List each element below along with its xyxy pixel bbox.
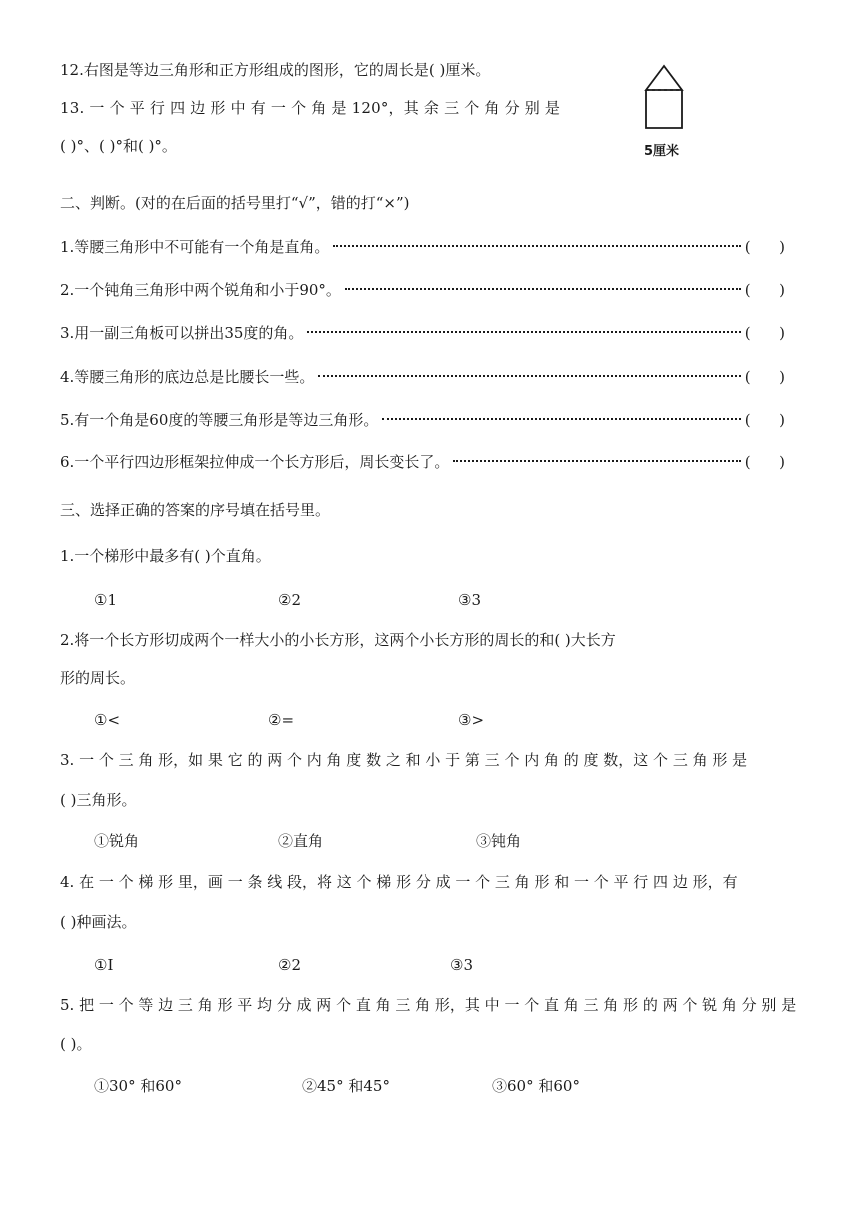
choice-q3-option-2[interactable]: ②直角 bbox=[278, 832, 324, 850]
judge-item-4 bbox=[60, 367, 785, 387]
answer-blank[interactable]: ( ) bbox=[744, 368, 785, 386]
choice-q3-stem-line1: 3. 一 个 三 角 形，如 果 它 的 两 个 内 角 度 数 之 和 小 于 第 三 个 内 角 的 度 数，这 个 三 角 形 是 bbox=[60, 751, 748, 769]
judge-item-text: 2.一个钝角三角形中两个锐角和小于90°。 bbox=[60, 281, 341, 299]
judge-item-3 bbox=[60, 323, 785, 343]
choice-q4-stem-line2: ( )种画法。 bbox=[60, 913, 137, 931]
dot-leader bbox=[453, 452, 740, 462]
judge-item-1 bbox=[60, 237, 785, 257]
choice-q2-stem-line2: 形的周长。 bbox=[60, 669, 136, 687]
answer-blank[interactable]: ( ) bbox=[744, 411, 785, 429]
house-shape-figure bbox=[640, 62, 688, 162]
choice-q2-stem-line1: 2.将一个长方形切成两个一样大小的小长方形，这两个小长方形的周长的和( )大长方 bbox=[60, 631, 616, 649]
judge-item-text: 4.等腰三角形的底边总是比腰长一些。 bbox=[60, 368, 315, 386]
answer-blank[interactable]: ( ) bbox=[744, 453, 785, 471]
question-13-line1: 13. 一 个 平 行 四 边 形 中 有 一 个 角 是 120°，其 余 三 个 角 分 别 是 bbox=[60, 99, 561, 117]
judge-heading: 二、判断。(对的在后面的括号里打“√”，错的打“×”) bbox=[60, 194, 410, 212]
choice-q5-stem-line2: ( )。 bbox=[60, 1035, 92, 1053]
choice-q4-option-1[interactable]: ①I bbox=[94, 956, 114, 974]
choice-q2-option-1[interactable]: ①< bbox=[94, 711, 121, 729]
question-13-line2: ( )°、( )°和( )°。 bbox=[60, 137, 177, 155]
choice-q5-option-3[interactable]: ③60° 和60° bbox=[492, 1077, 580, 1095]
judge-item-6 bbox=[60, 452, 785, 472]
dot-leader bbox=[307, 323, 740, 333]
judge-item-text: 3.用一副三角板可以拼出35度的角。 bbox=[60, 324, 304, 342]
choice-q1-option-1[interactable]: ①1 bbox=[94, 591, 117, 609]
judge-item-2 bbox=[60, 280, 785, 300]
choice-q4-stem-line1: 4. 在 一 个 梯 形 里，画 一 条 线 段，将 这 个 梯 形 分 成 一 个 三 角 形 和 一 个 平 行 四 边 形，有 bbox=[60, 873, 738, 891]
choice-q4-option-3[interactable]: ③3 bbox=[450, 956, 473, 974]
choice-q2-option-2[interactable]: ②= bbox=[268, 711, 295, 729]
dot-leader bbox=[382, 410, 740, 420]
choice-q5-option-1[interactable]: ①30° 和60° bbox=[94, 1077, 182, 1095]
dot-leader bbox=[345, 280, 741, 290]
choice-q5-stem-line1: 5. 把 一 个 等 边 三 角 形 平 均 分 成 两 个 直 角 三 角 形，其 中 一 个 直 角 三 角 形 的 两 个 锐 角 分 别 是 bbox=[60, 996, 797, 1014]
choice-heading: 三、选择正确的答案的序号填在括号里。 bbox=[60, 501, 331, 519]
judge-item-text: 5.有一个角是60度的等腰三角形是等边三角形。 bbox=[60, 411, 379, 429]
answer-blank[interactable]: ( ) bbox=[744, 324, 785, 342]
dot-leader bbox=[318, 367, 740, 377]
answer-blank[interactable]: ( ) bbox=[744, 238, 785, 256]
choice-q4-option-2[interactable]: ②2 bbox=[278, 956, 301, 974]
choice-q5-option-2[interactable]: ②45° 和45° bbox=[302, 1077, 390, 1095]
choice-q3-option-1[interactable]: ①锐角 bbox=[94, 832, 140, 850]
choice-q1-option-2[interactable]: ②2 bbox=[278, 591, 301, 609]
figure-caption: 5厘米 bbox=[644, 144, 680, 159]
choice-q2-option-3[interactable]: ③> bbox=[458, 711, 485, 729]
choice-q1-stem: 1.一个梯形中最多有( )个直角。 bbox=[60, 547, 271, 565]
judge-item-5 bbox=[60, 410, 785, 430]
answer-blank[interactable]: ( ) bbox=[744, 281, 785, 299]
question-12: 12.右图是等边三角形和正方形组成的图形，它的周长是( )厘米。 bbox=[60, 61, 491, 79]
judge-item-text: 1.等腰三角形中不可能有一个角是直角。 bbox=[60, 238, 330, 256]
choice-q3-stem-line2: ( )三角形。 bbox=[60, 791, 137, 809]
judge-item-text: 6.一个平行四边形框架拉伸成一个长方形后，周长变长了。 bbox=[60, 453, 450, 471]
triangle-square-diagram bbox=[640, 62, 688, 142]
dot-leader bbox=[333, 237, 740, 247]
choice-q1-option-3[interactable]: ③3 bbox=[458, 591, 481, 609]
choice-q3-option-3[interactable]: ③钝角 bbox=[476, 832, 522, 850]
